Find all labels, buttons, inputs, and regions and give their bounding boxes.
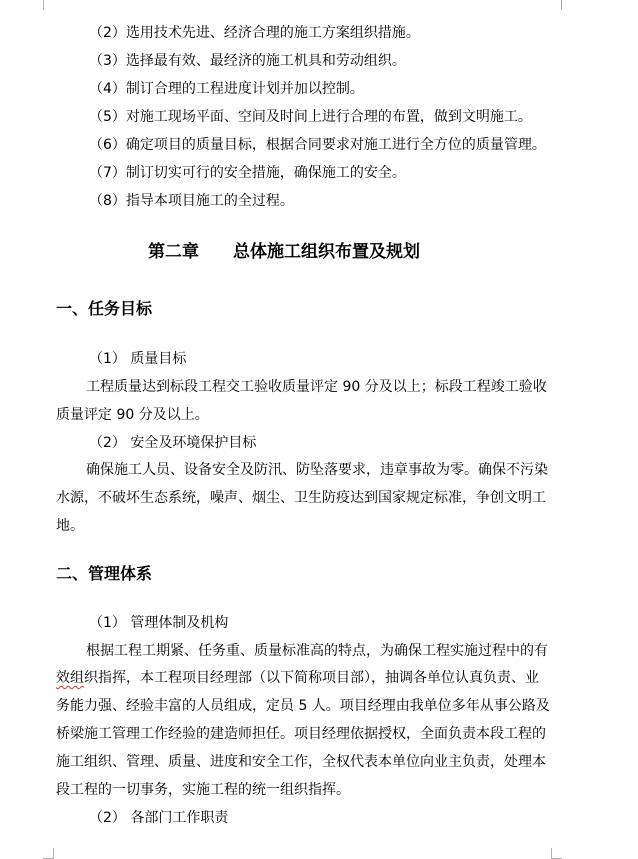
- list-item: （3）选择最有效、最经济的施工机具和劳动组织。: [89, 53, 406, 69]
- paragraph-line: 质量评定 90 分及以上。: [56, 407, 209, 423]
- list-item: （8）指导本项目施工的全过程。: [89, 193, 294, 209]
- list-item: （4）制订合理的工程进度计划并加以控制。: [89, 81, 364, 97]
- section-heading-management-system: 二、管理体系: [56, 564, 153, 583]
- list-item: （2）选用技术先进、经济合理的施工方案组织措施。: [89, 25, 420, 41]
- paragraph-line: 工程质量达到标段工程交工验收质量评定 90 分及以上；标段工程竣工验收: [86, 379, 547, 395]
- paragraph-line: 桥梁施工管理工作经验的建造师担任。项目经理依据授权，全面负责本段工程的: [56, 726, 546, 742]
- subheading-quality-goal: （1） 质量目标: [89, 351, 187, 367]
- subheading-safety-environment-goal: （2） 安全及环境保护目标: [89, 435, 257, 451]
- subheading-management-structure: （1） 管理体制及机构: [89, 615, 229, 631]
- list-item: （7）制订切实可行的安全措施，确保施工的安全。: [89, 165, 406, 181]
- paragraph-line: 效组织指挥，本工程项目经理部（以下简称项目部），抽调各单位认真负责、业: [56, 670, 539, 686]
- page-corner-mark-top-left: [43, 0, 54, 10]
- chapter-title: 总体施工组织布置及规划: [233, 242, 420, 262]
- paragraph-line: 地。: [56, 518, 84, 534]
- subheading-department-duties: （2） 各部门工作职责: [89, 810, 229, 826]
- section-heading-task-goals: 一、任务目标: [56, 299, 153, 318]
- page-corner-mark-top-right: [551, 0, 562, 10]
- list-item: （5）对施工现场平面、空间及时间上进行合理的布置，做到文明施工。: [89, 109, 532, 125]
- paragraph-line: 段工程的一切事务，实施工程的统一组织指挥。: [56, 782, 350, 798]
- chapter-heading: [148, 240, 420, 264]
- page-corner-mark-bottom-left: [43, 848, 54, 859]
- paragraph-line: 水源，不破坏生态系统，噪声、烟尘、卫生防疫达到国家规定标准，争创文明工: [56, 490, 546, 506]
- spellcheck-marked-text: 效组: [56, 670, 84, 686]
- paragraph-line: 施工组织、管理、质量、进度和安全工作，全权代表本单位向业主负责，处理本: [56, 754, 546, 770]
- chapter-number: 第二章: [148, 242, 199, 262]
- paragraph-line: 确保施工人员、设备安全及防汛、防坠落要求，违章事故为零。确保不污染: [86, 462, 548, 478]
- paragraph-line: 务能力强、经验丰富的人员组成，定员 5 人。项目经理由我单位多年从事公路及: [56, 698, 550, 714]
- list-item: （6）确定项目的质量目标，根据合同要求对施工进行全方位的质量管理。: [89, 137, 546, 153]
- paragraph-line: 根据工程工期紧、任务重、质量标准高的特点，为确保工程实施过程中的有: [86, 643, 548, 659]
- page-corner-mark-bottom-right: [551, 848, 562, 859]
